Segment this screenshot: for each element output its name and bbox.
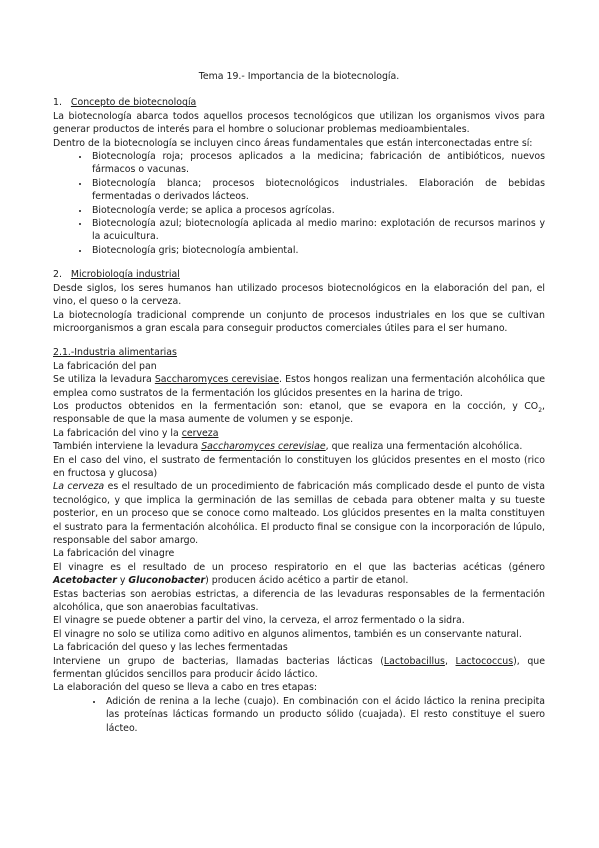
vinegar-subheading: La fabricación del vinagre xyxy=(53,548,175,560)
bread-paragraph-1: Se utiliza la levadura Saccharomyces cerevisiae. Estos hongos realizan una fermentación alcohólica que emplea como sustratos de la fermentación los glúcidos presentes en la harina de trigo. xyxy=(53,374,545,399)
cheese-steps-list xyxy=(53,695,545,735)
list-item: • Adición de renina a la leche (cuajo). En combinación con el ácido láctico la renina precipita las proteínas lácticas formando un producto sólido (cuajada). El resto constituye el suero lácteo. xyxy=(104,695,545,735)
cheese-paragraph-2: La elaboración del queso se lleva a cabo en tres etapas: xyxy=(53,682,318,694)
section-1-title: Concepto de biotecnología xyxy=(70,97,197,109)
section-2-1-heading: 2.1.-Industria alimentarias xyxy=(53,347,177,359)
bread-paragraph-2: Los productos obtenidos en la fermentación son: etanol, que se evapora en la cocción, y $CO_2$, responsable de que la masa aumente de volumen y se esponje. xyxy=(53,400,545,426)
list-item: • Biotecnología gris; biotecnología ambiental. xyxy=(90,244,545,257)
wine-paragraph-1: También interviene la levadura Saccharomyces cerevisiae, que realiza una fermentación alcohólica. xyxy=(53,441,523,453)
vinegar-paragraph-1: El vinagre es el resultado de un proceso respiratorio en el que las bacterias acéticas (género Acetobacter y Gluconobacter) producen ácido acético a partir de etanol. xyxy=(53,561,545,587)
cheese-subheading: La fabricación del queso y las leches fermentadas xyxy=(53,642,288,654)
document-page xyxy=(53,70,545,735)
wine-paragraph-2: En el caso del vino, el sustrato de fermentación lo constituyen los glúcidos presentes en el mosto (rico en fructosa y glucosa) xyxy=(53,454,545,479)
saccharomyces-term: Saccharomyces cerevisiae xyxy=(154,374,280,386)
vinegar-paragraph-2: Estas bacterias son aerobias estrictas, a diferencia de las levaduras responsables de la fermentación alcohólica, que son anaerobias facultativas. xyxy=(53,588,545,614)
wine-subheading: La fabricación del vino y la cerveza xyxy=(53,427,219,439)
section-2-title: Microbiología industrial xyxy=(70,269,180,281)
section-2-number: 2. xyxy=(53,269,62,281)
section-2-heading xyxy=(53,268,545,281)
biotech-areas-list xyxy=(53,150,545,257)
section-1-heading xyxy=(53,96,545,109)
beer-paragraph: La cerveza es el resultado de un procedimiento de fabricación más complicado desde el punto de vista tecnológico, y que implica la germinación de las semillas de cebada para obtener malta y su tueste posterior, en un proceso que se conoce como malteado. Los glúcidos presentes en la malta constituyen el sustrato para la fermentación alcohólica. El producto final se consigue con la incorporación de lúpulo, responsable del sabor amargo. xyxy=(53,481,545,546)
list-item: • Biotecnología verde; se aplica a procesos agrícolas. xyxy=(90,204,545,217)
section-1-paragraph-2: Dentro de la biotecnología se incluyen cinco áreas fundamentales que están interconectadas entre sí: xyxy=(53,137,533,149)
section-1-paragraph-1: La biotecnología abarca todos aquellos procesos tecnológicos que utilizan los organismos vivos para generar productos de interés para el hombre o solucionar problemas medioambientales. xyxy=(53,110,545,136)
section-2-paragraph-2: La biotecnología tradicional comprende un conjunto de procesos industriales en los que se cultivan microorganismos a gran escala para conseguir productos comerciales útiles para el ser humano. xyxy=(53,309,545,334)
saccharomyces-term: Saccharomyces cerevisiae xyxy=(201,441,326,453)
cheese-paragraph-1: Interviene un grupo de bacterias, llamadas bacterias lácticas (Lactobacillus, Lactococcus), que fermentan glúcidos sencillos para producir ácido láctico. xyxy=(53,655,545,681)
section-2-paragraph-1: Desde siglos, los seres humanos han utilizado procesos biotecnológicos en la elaboración del pan, el vino, el queso o la cerveza. xyxy=(53,282,545,308)
vinegar-paragraph-3: El vinagre se puede obtener a partir del vino, la cerveza, el arroz fermentado o la sidra. xyxy=(53,615,465,627)
list-item: • Biotecnología roja; procesos aplicados a la medicina; fabricación de antibióticos, nuevos fármacos o vacunas. xyxy=(90,150,545,177)
bread-subheading: La fabricación del pan xyxy=(53,360,157,372)
list-item: • Biotecnología blanca; procesos biotecnológicos industriales. Elaboración de bebidas fermentadas o derivados lácteos. xyxy=(90,177,545,204)
page-title: Tema 19.- Importancia de la biotecnología. xyxy=(198,71,400,82)
list-item: • Biotecnología azul; biotecnología aplicada al medio marino: explotación de recursos marinos y la acuicultura. xyxy=(90,217,545,244)
vinegar-paragraph-4: El vinagre no solo se utiliza como aditivo en algunos alimentos, también es un conservante natural. xyxy=(53,628,522,640)
section-1-number: 1. xyxy=(53,97,62,109)
